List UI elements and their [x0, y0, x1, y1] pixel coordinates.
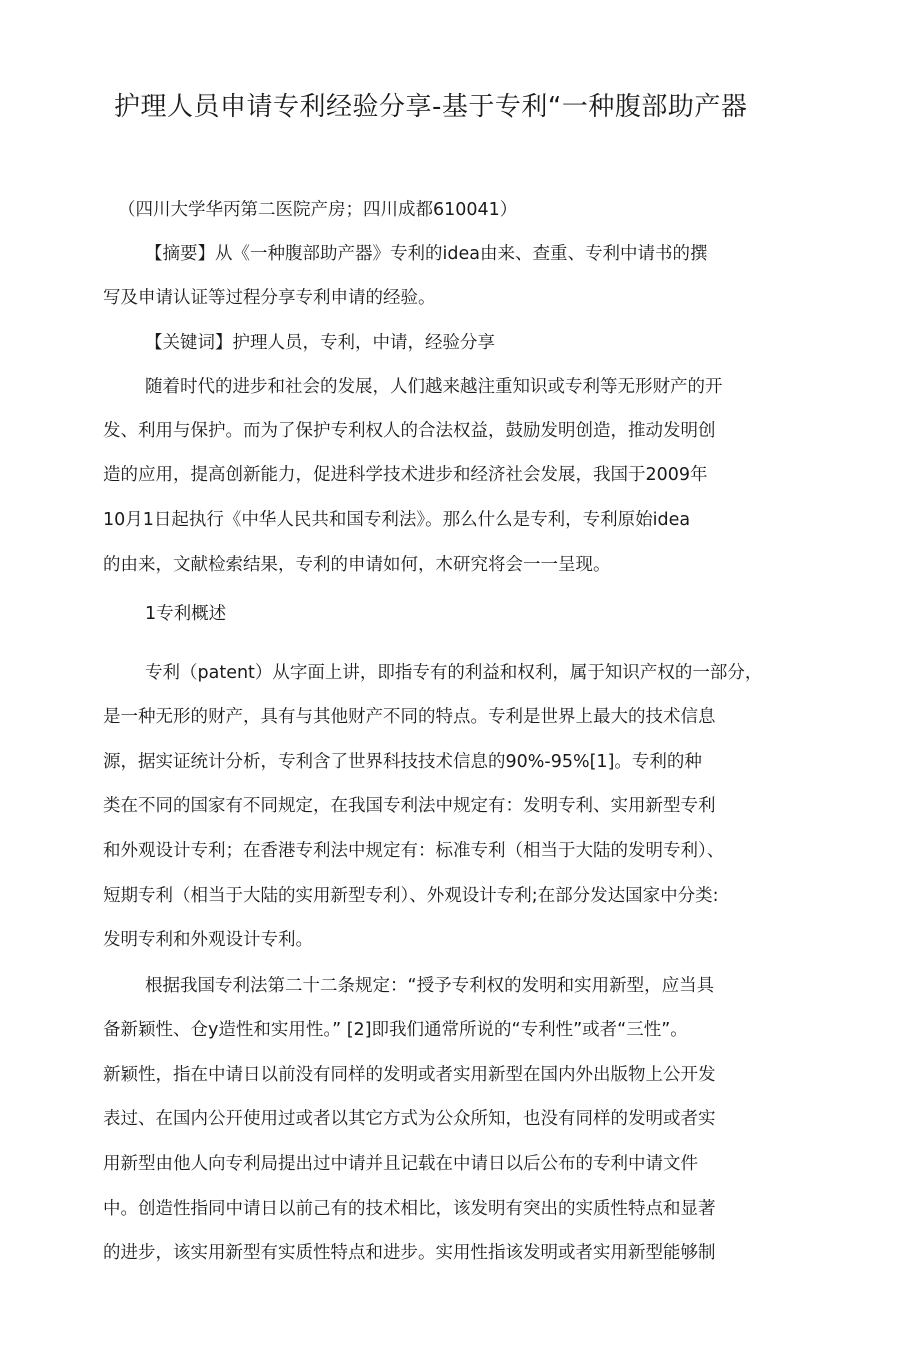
paragraph-line: 表过、在国内公幵使用过或者以其它方式为公众所知，也没有同样的发明或者实: [103, 1109, 716, 1129]
paragraph-line: 是一种无形的财产，具有与其他财产不同的特点。专利是世界上最大的技术信息: [103, 707, 716, 727]
paragraph-line: 的进步，该实用新型有实质性特点和进步。实用性指该发明或者实用新型能够制: [103, 1243, 716, 1263]
keywords: 【关键词】护理人员，专利，中请，经验分享: [145, 333, 495, 353]
intro-line: 10月1日起执行《中华人民共和国专利法》。那么什么是专利，专利原始idea: [103, 510, 691, 530]
document-title: 护理人员申请专利经验分享-基于专利“一种腹部助产器: [114, 92, 748, 122]
paragraph-line: 短期专利（相当于大陆的实用新型专利）、外观设计专利;在部分发达国家中分类:: [103, 886, 719, 906]
paragraph-line: 发明专利和外观设计专利。: [103, 930, 313, 950]
paragraph-line: 用新型由他人向专利局提出过中请并且记载在中请日以后公布的专利中请文件: [103, 1154, 698, 1174]
intro-line: 的由来，文献检索结果，专利的申请如何，木研究将会一一呈现。: [103, 555, 611, 575]
paragraph-line: 备新颖性、仓y造性和实用性。” [2]即我们通常所说的“专利性”或者“三性”。: [103, 1020, 688, 1040]
affiliation: （四川大学华丙第二医院产房；四川成都610041）: [118, 200, 518, 220]
paragraph-line: 和外观设计专利；在香港专利法中规定有：标准专利（相当于大陆的发明专利）、: [103, 841, 725, 861]
paragraph-line: 源，据实证统计分析，专利含了世界科技技术信息的90%-95%[1]。专利的种: [103, 752, 702, 772]
abstract-line: 写及申请认证等过程分享专利申请的经验。: [103, 288, 436, 308]
section-heading: 1专利概述: [145, 604, 227, 624]
paragraph-line: 中。创造性指同中请日以前己有的技术相比，该发明有突出的实质性特点和显著: [103, 1199, 716, 1219]
paragraph-line: 新颖性，指在中请日以前没有同样的发明或者实用新型在国内外出版物上公开发: [103, 1065, 716, 1085]
abstract-line: 【摘要】从《一种腹部助产器》专利的idea由来、查重、专利中请书的撰: [145, 244, 708, 264]
paragraph-line: 专利（patent）从字面上讲，即指专有的利益和权利，属于知识产权的一部分，: [145, 663, 763, 683]
intro-line: 随着时代的进步和社会的发展，人们越来越注重知识或专利等无形财产的开: [145, 377, 723, 397]
paragraph-line: 类在不同的国家有不同规定，在我国专利法中规定有：发明专利、实用新型专利: [103, 796, 716, 816]
paragraph-line: 根据我国专利法第二十二条规定：“授予专利权的发明和实用新型，应当具: [145, 976, 715, 996]
intro-line: 发、利用与保护。而为了保护专利权人的合法权益，鼓励发明创造，推动发明创: [103, 421, 716, 441]
intro-line: 造的应用，提高创新能力，促进科学技术进步和经济社会发展，我国于2009年: [103, 465, 708, 485]
